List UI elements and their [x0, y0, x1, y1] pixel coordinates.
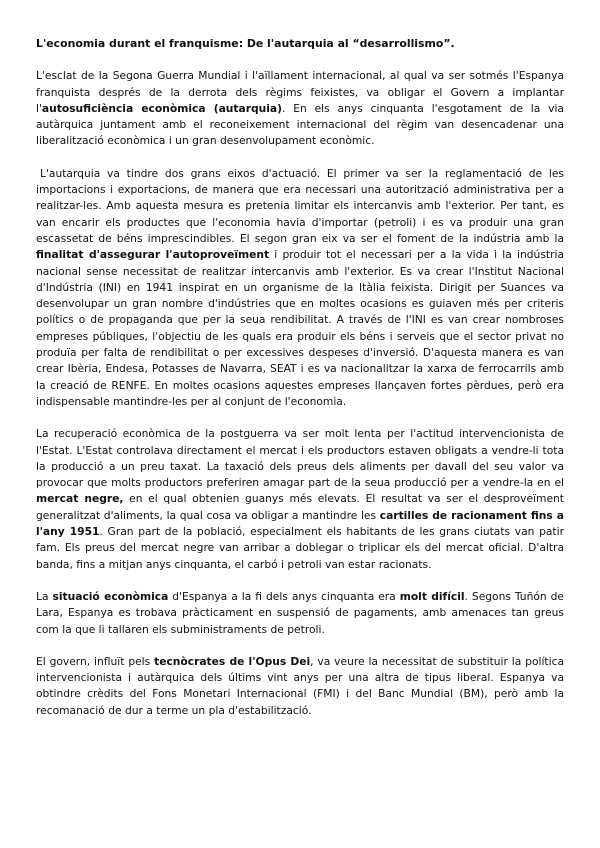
paragraph-2-text-a: L'autarquia va tindre dos grans eixos d'actuació. El primer va ser la reglamentació de les importacions i exportacions, de manera que era necessari una autorització administrativa per a realitzar-les. Amb aquesta mesura es pretenia limitar els intercanvis amb l'exterior. Per tant, es van encarir els productes que l'economia havia d'importar (petroli) i es va produir una gran escassetat de béns imprescindibles. El segon gran eix va ser el foment de la indústria amb la [36, 166, 564, 245]
paragraph-3-bold-cartilles: cartilles de racionament fins a l'any 1951 [36, 508, 564, 539]
paragraph-4-text-a: La [36, 589, 53, 603]
paragraph-2-bold-autoproveiment: finalitat d'assegurar l'autoproveïment [36, 248, 270, 262]
paragraph-4-bold-molt-dificil: molt difícil [399, 589, 465, 603]
document-page [36, 36, 564, 735]
paragraph-3-text-d: . Gran part de la població, especialment els habitants de les grans ciutats van patir fam. Els preus del mercat negre van arribar a doblegar o triplicar els del mercat oficial. D'altra banda, fins a mitjan anys cinquanta, el carbó i petroli van estar racionats. [36, 525, 564, 571]
paragraph-3-text-c: en el qual obtenien guanys més elevats. El resultat va ser el desproveïment generalitzat d'aliments, la qual cosa va obligar a mantindre les [36, 492, 564, 522]
paragraph-5-bold-tecnocrates: tecnòcrates de l'Opus Dei [154, 654, 311, 668]
paragraph-2-text-c: i produir tot el necessari per a la vida i la indústria nacional sense necessitat de realitzar intercanvis amb l'exterior. Es va crear l'Institut Nacional d'Indústria (INI) en 1941 inspirat en un organisme de la Itàlia feixista. Dirigit per Suances va desenvolupar un gran nombre d'indústries que en moltes ocasions es guiaven més per criteris polítics o de propaganda que per la seua rendibilitat. A través de l'INI es van crear nombroses empreses públiques, l'objectiu de les quals era produir els béns i serveis que el sector privat no produïa per falta de rendibilitat o per excessives despeses d'inversió. D'aquesta manera es van crear Ibèria, Endesa, Potasses de Navarra, SEAT i es va nacionalitzar la xarxa de ferrocarrils amb la creació de RENFE. En moltes ocasions aquestes empreses llançaven fortes pèrdues, però era indispensable mantindre-les per al conjunt de l'economia. [36, 248, 564, 408]
document-title: L'economia durant el franquisme: De l'autarquia al “desarrollismo”. [36, 37, 455, 50]
paragraph-4-bold-situacio: situació econòmica [52, 589, 169, 603]
paragraph-5-text-a: El govern, influït pels [36, 654, 155, 668]
paragraph-2 [36, 166, 564, 410]
paragraph-5 [36, 654, 564, 719]
paragraph-3-text-a: La recuperació econòmica de la postguerra va ser molt lenta per l'actitud intervencionista de l'Estat. L'Estat controlava directament el mercat i els productors estaven obligats a vendre-li tota la producció a un preu taxat. La taxació dels preus dels aliments per davall del seu valor va provocar que molts productors preferiren amagar part de la seua producció per a vendre-la en el [36, 427, 564, 490]
paragraph-4 [36, 589, 564, 638]
paragraph-4-text-d: . Segons Tuñón de Lara, Espanya es trobava pràcticament en suspensió de pagaments, amb amenaces tan greus com la que li tallaren els subministraments de petroli. [36, 589, 564, 636]
paragraph-1 [36, 68, 564, 149]
paragraph-4-text-c: d'Espanya a la fi dels anys cinquanta era [168, 589, 400, 603]
paragraph-1-text-a: L'esclat de la Segona Guerra Mundial i l'aïllament internacional, al qual va ser sotmés l'Espanya franquista després de la derrota dels règims feixistes, va obligar el Govern a implantar l' [36, 69, 564, 115]
paragraph-1-bold-autarquia: autosuficiència econòmica (autarquia) [41, 101, 283, 115]
paragraph-5-text-c: , va veure la necessitat de substituir la política intervencionista i autàrquica dels últims vint anys per una altra de tipus liberal. Espanya va obtindre crèdits del Fons Monetari Internacional (FMI) i del Banc Mundial (BM), però amb la recomanació de dur a terme un pla d'estabilització. [36, 654, 565, 717]
paragraph-3-bold-mercat-negre: mercat negre, [36, 492, 124, 506]
paragraph-3 [36, 426, 564, 573]
paragraph-1-text-c: . En els anys cinquanta l'esgotament de la via autàrquica juntament amb el reconeixement internacional del règim van desencadenar una liberalització econòmica i un gran desenvolupament econòmic. [36, 101, 564, 148]
